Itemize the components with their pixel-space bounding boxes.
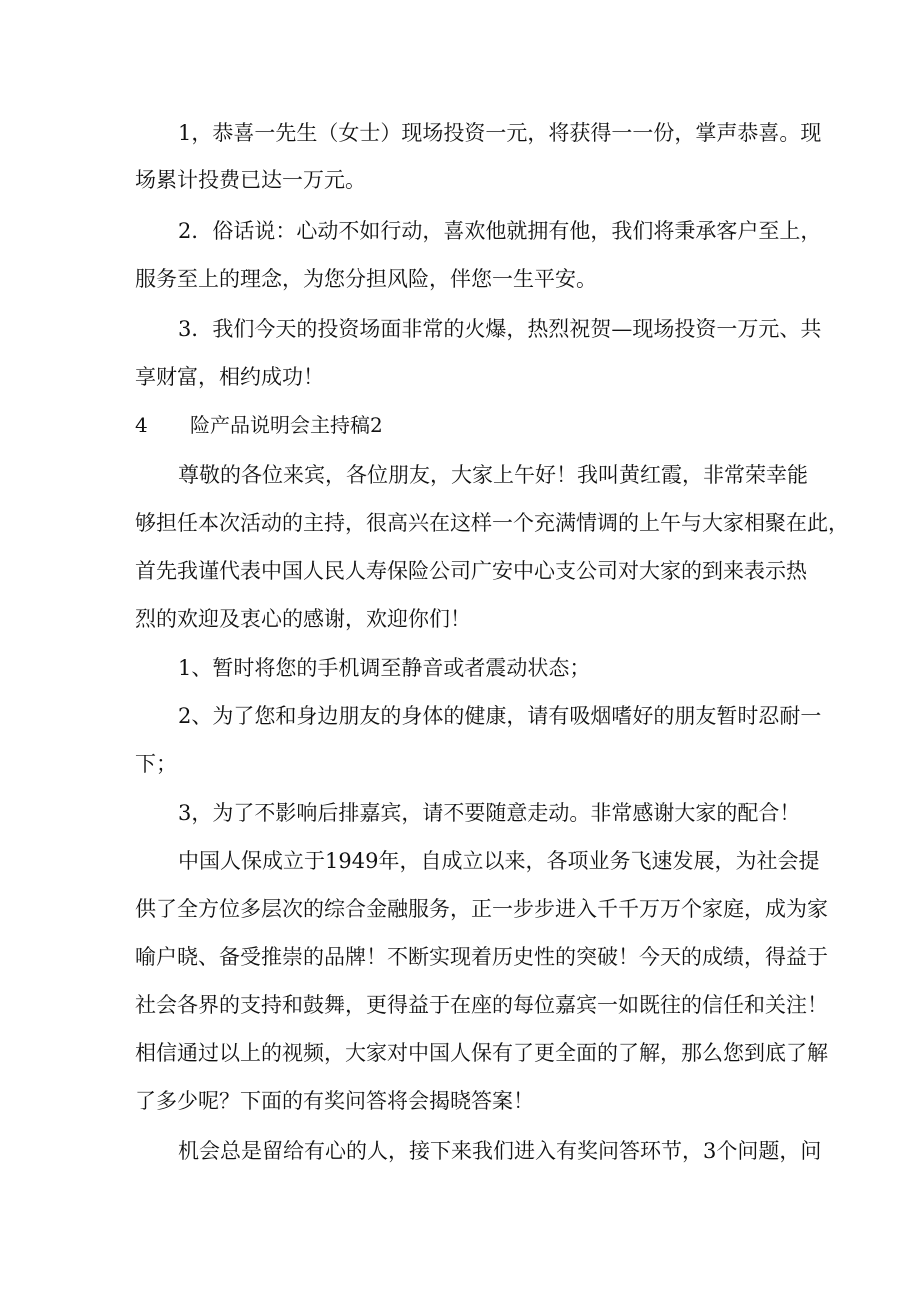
paragraph-5-line-4: 社会各界的支持和鼓舞，更得益于在座的每位嘉宾一如既往的信任和关注！ (135, 993, 828, 1017)
paragraph-2-line-1: 2．俗话说：心动不如行动，喜欢他就拥有他，我们将秉承客户至上， (178, 219, 822, 243)
paragraph-1-line-1: 1，恭喜一先生（女士）现场投资一元，将获得一一份，掌声恭喜。现 (178, 121, 822, 145)
notice-item-2-line-2: 下； (135, 752, 177, 776)
paragraph-4-line-2: 够担任本次活动的主持，很高兴在这样一个充满情调的上午与大家相聚在此， (135, 511, 849, 535)
notice-item-1: 1、暂时将您的手机调至静音或者震动状态； (178, 656, 591, 680)
paragraph-2-line-2: 服务至上的理念，为您分担风险，伴您一生平安。 (135, 267, 597, 291)
notice-item-3: 3，为了不影响后排嘉宾，请不要随意走动。非常感谢大家的配合！ (178, 801, 801, 825)
paragraph-4-line-1: 尊敬的各位来宾，各位朋友，大家上午好！我叫黄红霞，非常荣幸能 (178, 463, 808, 487)
paragraph-1-line-2: 场累计投费已达一万元。 (135, 168, 366, 192)
paragraph-5-line-6: 了多少呢？下面的有奖问答将会揭晓答案！ (135, 1089, 534, 1113)
paragraph-5-line-5: 相信通过以上的视频，大家对中国人保有了更全面的了解，那么您到底了解 (135, 1041, 828, 1065)
section-number: 4 (135, 413, 148, 437)
paragraph-6-line-1: 机会总是留给有心的人，接下来我们进入有奖问答环节，3个问题，问 (178, 1139, 822, 1163)
notice-item-2-line-1: 2、为了您和身边朋友的身体的健康，请有吸烟嗜好的朋友暂时忍耐一 (178, 704, 822, 728)
paragraph-4-line-4: 烈的欢迎及衷心的感谢，欢迎你们！ (135, 607, 471, 631)
section-title: 险产品说明会主持稿2 (190, 413, 383, 437)
paragraph-3-line-1: 3．我们今天的投资场面非常的火爆，热烈祝贺—现场投资一万元、共 (178, 317, 822, 341)
paragraph-3-line-2: 享财富，相约成功！ (135, 365, 324, 389)
paragraph-5-line-1: 中国人保成立于1949年，自成立以来，各项业务飞速发展，为社会提 (178, 849, 820, 873)
paragraph-5-line-2: 供了全方位多层次的综合金融服务，正一步步进入千千万万个家庭，成为家 (135, 897, 828, 921)
paragraph-5-line-3: 喻户晓、备受推崇的品牌！不断实现着历史性的突破！今天的成绩，得益于 (135, 945, 828, 969)
paragraph-4-line-3: 首先我谨代表中国人民人寿保险公司广安中心支公司对大家的到来表示热 (135, 559, 807, 583)
